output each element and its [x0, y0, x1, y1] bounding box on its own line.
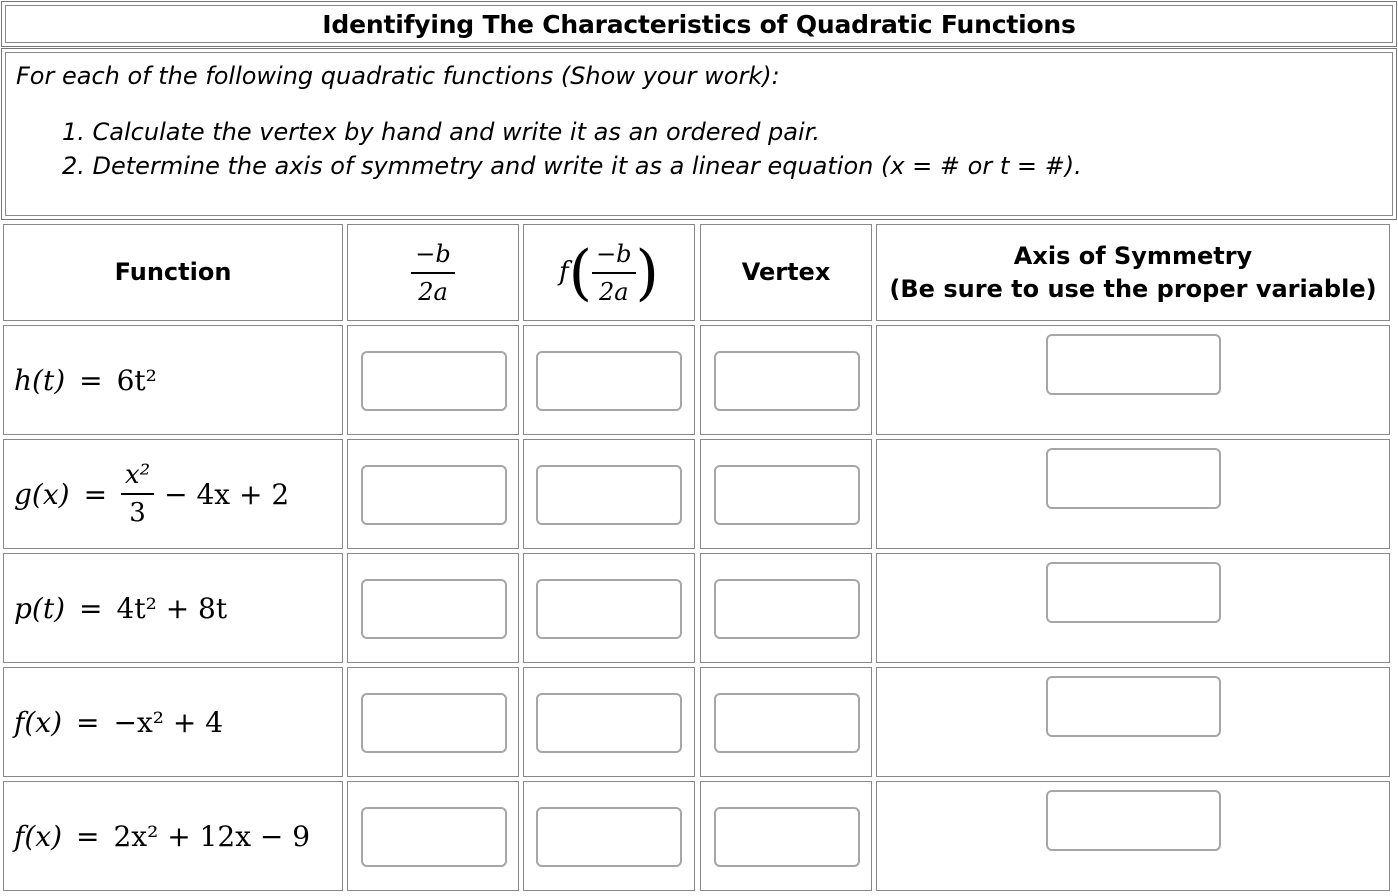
title-box	[1, 1, 1397, 47]
cell	[347, 439, 519, 549]
function-cell-h	[3, 325, 343, 435]
function-cell-f1	[3, 667, 343, 777]
instructions-box	[1, 48, 1397, 220]
function-rhs-fraction	[121, 461, 154, 527]
header-vertex: Vertex	[700, 224, 872, 321]
cell	[523, 667, 695, 777]
f-label	[559, 256, 569, 289]
function-cell-f2	[3, 781, 343, 891]
vertex-input[interactable]	[714, 351, 860, 411]
function-lhs	[14, 706, 62, 739]
fraction-numerator	[121, 461, 154, 495]
neg-b-over-2a-input[interactable]	[361, 807, 507, 867]
cell	[347, 553, 519, 663]
function-lhs-text: p(t)	[14, 591, 66, 625]
axis-of-symmetry-input[interactable]	[1046, 334, 1221, 395]
cell	[700, 439, 872, 549]
axis-of-symmetry-input[interactable]	[1046, 448, 1221, 509]
cell	[876, 325, 1390, 435]
cell	[523, 325, 695, 435]
cell	[347, 667, 519, 777]
cell	[347, 325, 519, 435]
f-of-input[interactable]	[536, 807, 682, 867]
function-lhs	[14, 478, 70, 511]
axis-of-symmetry-input[interactable]	[1046, 790, 1221, 851]
axis-of-symmetry-input[interactable]	[1046, 676, 1221, 737]
header-f-of-neg-b-over-2a	[523, 224, 695, 321]
instructions-lead: For each of the following quadratic functions (Show your work):	[16, 62, 780, 90]
f-of-input[interactable]	[536, 351, 682, 411]
fraction-numerator-text: −b	[415, 239, 451, 268]
equals-sign: =	[76, 819, 100, 853]
vertex-input[interactable]	[714, 579, 860, 639]
fraction-numerator-text: x²	[125, 460, 151, 490]
cell	[700, 667, 872, 777]
fraction-numerator	[411, 240, 454, 274]
function-lhs-text: f(x)	[14, 705, 63, 739]
f-of-fraction	[592, 240, 635, 306]
equals-sign: =	[79, 363, 103, 397]
function-lhs	[14, 364, 65, 397]
vertex-input[interactable]	[714, 807, 860, 867]
function-lhs-text: h(t)	[14, 363, 66, 397]
fraction-denominator	[599, 274, 629, 306]
neg-b-over-2a-input[interactable]	[361, 351, 507, 411]
f-of-input[interactable]	[536, 579, 682, 639]
function-cell-g	[3, 439, 343, 549]
cell	[523, 781, 695, 891]
function-rhs: 2x² + 12x − 9	[113, 819, 311, 853]
instructions-panel	[5, 52, 1393, 216]
function-rhs: 4t² + 8t	[116, 591, 228, 625]
function-lhs-text: g(x)	[14, 477, 70, 511]
left-paren: (	[568, 237, 593, 308]
cell	[876, 667, 1390, 777]
function-rhs: −x² + 4	[113, 705, 224, 739]
cell	[700, 781, 872, 891]
instruction-step: 1. Calculate the vertex by hand and write it as an ordered pair.	[62, 118, 820, 146]
equals-sign: =	[83, 477, 108, 511]
cell	[523, 553, 695, 663]
function-lhs	[14, 820, 62, 853]
function-cell-p	[3, 553, 343, 663]
axis-of-symmetry-input[interactable]	[1046, 562, 1221, 623]
axis-header-line1: Axis of Symmetry	[1013, 241, 1253, 270]
header-neg-b-over-2a	[347, 224, 519, 321]
function-rhs-tail: − 4x + 2	[164, 477, 290, 511]
function-rhs: 6t²	[116, 363, 157, 397]
function-lhs	[14, 592, 65, 625]
cell	[700, 553, 872, 663]
function-lhs-text: f(x)	[14, 819, 63, 853]
equals-sign: =	[76, 705, 100, 739]
header-function: Function	[3, 224, 343, 321]
f-of-input[interactable]	[536, 465, 682, 525]
equals-sign: =	[79, 591, 103, 625]
fraction-numerator-text: −b	[596, 239, 632, 268]
axis-header-line2: (Be sure to use the proper variable)	[889, 274, 1377, 303]
neg-b-over-2a-input[interactable]	[361, 693, 507, 753]
fraction-denominator	[418, 274, 448, 306]
cell	[876, 553, 1390, 663]
vertex-input[interactable]	[714, 693, 860, 753]
cell	[523, 439, 695, 549]
right-paren: )	[635, 237, 659, 308]
f-letter: f	[559, 257, 569, 287]
f-of-input[interactable]	[536, 693, 682, 753]
page-title: Identifying The Characteristics of Quadratic Functions	[5, 5, 1393, 43]
fraction-denominator-text: 2a	[418, 277, 448, 306]
cell	[876, 439, 1390, 549]
cell	[700, 325, 872, 435]
vertex-input[interactable]	[714, 465, 860, 525]
neg-b-over-2a-fraction	[411, 240, 454, 306]
instruction-step: 2. Determine the axis of symmetry and write it as a linear equation (x = # or t = #).	[62, 152, 1082, 180]
cell	[347, 781, 519, 891]
header-axis-of-symmetry	[876, 224, 1390, 321]
fraction-denominator-text: 2a	[599, 277, 629, 306]
neg-b-over-2a-input[interactable]	[361, 579, 507, 639]
cell	[876, 781, 1390, 891]
neg-b-over-2a-input[interactable]	[361, 465, 507, 525]
instructions-steps	[62, 115, 1082, 183]
fraction-denominator: 3	[129, 498, 146, 528]
fraction-numerator	[592, 240, 635, 274]
